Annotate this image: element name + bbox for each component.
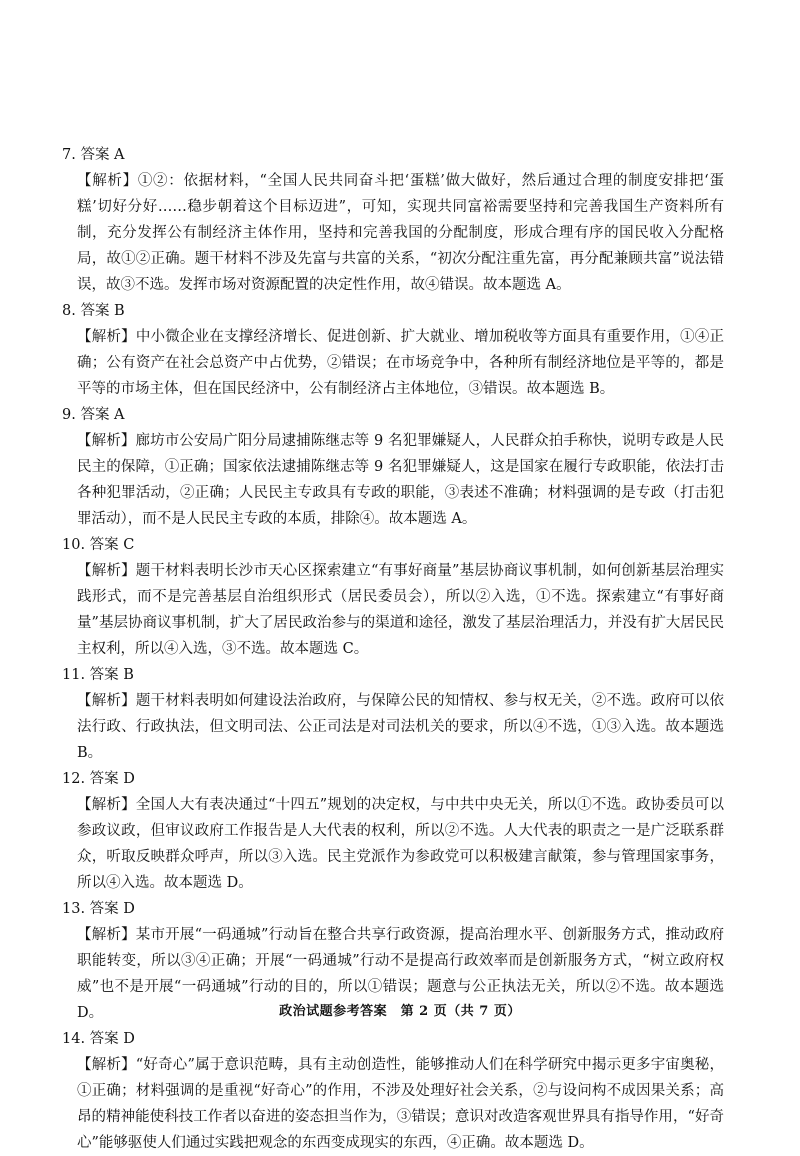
answer-line: 14. 答案 D — [62, 1031, 135, 1047]
explanation-text: 【解析】某市开展“一码通城”行动旨在整合共享行政资源，提高治理水平、创新服务方式，推动政府职能转变，所以③④正确；开展“一码通城”行动不是提高行政效率而是创新服务方式，“树立政府权威”也不是开展“一码通城”行动的目的，所以①错误；题意与公正执法无关，所以②不选。故本题选 D。 — [77, 927, 724, 1021]
answer-line: 9. 答案 A — [62, 407, 125, 423]
question-12 — [62, 766, 724, 896]
answer-line: 13. 答案 D — [62, 901, 135, 917]
explanation-text: 【解析】①②：依据材料，“全国人民共同奋斗把‘蛋糕’做大做好，然后通过合理的制度安排把‘蛋糕’切好分好……稳步朝着这个目标迈进”，可知，实现共同富裕需要坚持和完善我国生产资料所有制，充分发挥公有制经济主体作用，坚持和完善我国的分配制度，形成合理有序的国民收入分配格局，故①②正确。题干材料不涉及先富与共富的关系，“初次分配注重先富，再分配兼顾共富”说法错误，故③不选。发挥市场对资源配置的决定性作用，故④错误。故本题选 A。 — [77, 173, 724, 293]
explanation-text: 【解析】题干材料表明如何建设法治政府，与保障公民的知情权、参与权无关，②不选。政府可以依法行政、行政执法，但文明司法、公正司法是对司法机关的要求，所以④不选，①③入选。故本题选 B。 — [77, 693, 724, 761]
answer-line: 7. 答案 A — [62, 147, 125, 163]
page-footer: 政治试题参考答案 第 2 页（共 7 页） — [279, 1004, 521, 1019]
question-8 — [62, 298, 724, 402]
question-9 — [62, 402, 724, 532]
question-14 — [62, 1026, 724, 1156]
explanation-text: 【解析】题干材料表明长沙市天心区探索建立“有事好商量”基层协商议事机制，如何创新基层治理实践形式，而不是完善基层自治组织形式（居民委员会），所以②入选，①不选。探索建立“有事好商量”基层协商议事机制，扩大了居民政治参与的渠道和途径，激发了基层治理活力，并没有扩大居民民主权利，所以④入选，③不选。故本题选 C。 — [77, 563, 724, 657]
question-7 — [62, 142, 724, 298]
explanation-text: 【解析】“好奇心”属于意识范畴，具有主动创造性，能够推动人们在科学研究中揭示更多宇宙奥秘，①正确；材料强调的是重视“好奇心”的作用，不涉及处理好社会关系，②与设问构不成因果关系；高昂的精神能使科技工作者以奋进的姿态担当作为，③错误；意识对改造客观世界具有指导作用，“好奇心”能够驱使人们通过实践把观念的东西变成现实的东西，④正确。故本题选 D。 — [77, 1057, 724, 1151]
answer-line: 12. 答案 D — [62, 771, 135, 787]
answer-line: 8. 答案 B — [62, 303, 125, 319]
explanation-text: 【解析】中小微企业在支撑经济增长、促进创新、扩大就业、增加税收等方面具有重要作用，①④正确；公有资产在社会总资产中占优势，②错误；在市场竞争中，各种所有制经济地位是平等的，都是平等的市场主体，但在国民经济中，公有制经济占主体地位，③错误。故本题选 B。 — [77, 329, 724, 397]
question-11 — [62, 662, 724, 766]
answer-line: 10. 答案 C — [62, 537, 135, 553]
explanation-text: 【解析】廊坊市公安局广阳分局逮捕陈继志等 9 名犯罪嫌疑人，人民群众拍手称快，说明专政是人民民主的保障，①正确；国家依法逮捕陈继志等 9 名犯罪嫌疑人，这是国家在履行专政职能，依法打击各种犯罪活动，②正确；人民民主专政具有专政的职能，③表述不准确；材料强调的是专政（打击犯罪活动），而不是人民民主专政的本质，排除④。故本题选 A。 — [77, 433, 724, 527]
explanation-text: 【解析】全国人大有表决通过“十四五”规划的决定权，与中共中央无关，所以①不选。政协委员可以参政议政，但审议政府工作报告是人大代表的权利，所以②不选。人大代表的职责之一是广泛联系群众，听取反映群众呼声，所以③入选。民主党派作为参政党可以积极建言献策，参与管理国家事务，所以④入选。故本题选 D。 — [77, 797, 724, 891]
question-10 — [62, 532, 724, 662]
answer-line: 11. 答案 B — [62, 667, 134, 683]
